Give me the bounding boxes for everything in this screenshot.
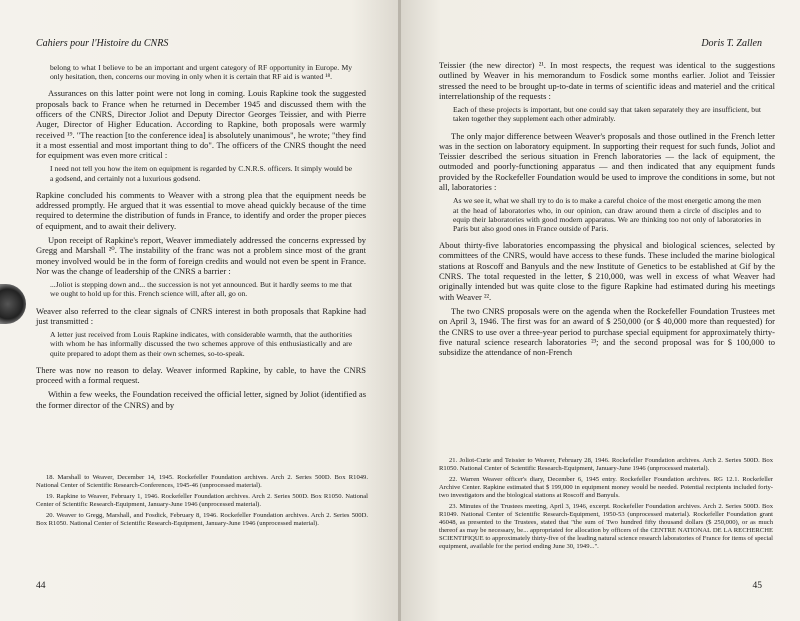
footnote: 21. Joliot-Curie and Teissier to Weaver, February 28, 1946. Rockefeller Foundation archives. Arch 2. Series 500D. Box R1050. National Center of Scientific Research-Equipment, January-June 1946 (unprocessed material). [439, 457, 773, 472]
left-page [0, 0, 399, 621]
footnote: 18. Marshall to Weaver, December 14, 1945. Rockefeller Foundation archives. Arch 2. Series 500D. Box R1049. National Center of Scientific Research-Conferences, 1945-46 (unprocessed material). [36, 474, 368, 489]
block-quote: A letter just received from Louis Rapkine indicates, with considerable warmth, that the authorities with whom he has informally discussed the two schemes approve of this enthusiastically and are quite prepared to adopt them as their own schemes, so-to-speak. [50, 330, 352, 358]
paragraph: Assurances on this latter point were not long in coming. Louis Rapkine took the suggested proposals back to France when he returned in December 1945 and discussed them with the officers of the CNRS, Director Joliot and Deputy Director Georges Teissier, and with Pierre Auger, Director of Higher Education. According to Rapkine, both proposals were warmly received ¹⁹. "The reaction [to the conference idea] is absolutely unanimous", he wrote; "they find it a most essential and most important thing to do". The officers of the CNRS thought the need for equipment was even more critical : [36, 88, 366, 161]
paragraph: Within a few weeks, the Foundation received the official letter, signed by Joliot (identified as the former director of the CNRS) and by [36, 389, 366, 410]
block-quote: Each of these projects is important, but one could say that taken separately they are insufficient, but taken together they supplement each other admirably. [453, 105, 761, 124]
paragraph: Upon receipt of Rapkine's report, Weaver immediately addressed the concerns expressed by Gregg and Marshall ²⁰. The instability of the franc was not a problem since most of the grant money involved would be in the form of foreign credits and would not even be spent in France. Nor was the change of leadership of the CNRS a barrier : [36, 235, 366, 276]
paragraph: Rapkine concluded his comments to Weaver with a strong plea that the equipment needs be addressed promptly. He argued that it was essential to move ahead quickly because of the time required to determine the distribution of funds in France, to identify and order the proper pieces of equipment, and to await their delivery. [36, 189, 366, 231]
paragraph: Weaver also referred to the clear signals of CNRS interest in both proposals that Rapkine had just transmitted : [36, 305, 366, 326]
footnote: 20. Weaver to Gregg, Marshall, and Fosdick, February 8, 1946. Rockefeller Foundation archives. Arch 2. Series 500D. Box R1050. National Center of Scientific Research-Equipment, January-June 1946 (unprocessed material). [36, 512, 368, 527]
paragraph: There was now no reason to delay. Weaver informed Rapkine, by cable, to have the CNRS proceed with a formal request. [36, 364, 366, 386]
block-quote: ...Joliot is stepping down and... the succession is not yet announced. But it hardly seems to me that we ought to hold up for this. French science will, after all, go on. [50, 280, 352, 299]
left-body [36, 60, 366, 414]
footnote: 23. Minutes of the Trustees meeting, April 3, 1946, excerpt. Rockefeller Foundation archives. Arch 2. Series 500D. Box R1049. National Center of Scientific Research-Equipment, 1950-53 (unprocessed material). Rockefeller Foundation grant 46048, as presented to the Trustees, stated that "the sum of Two hundred fifty thousand dollars ($ 250,000), or as much thereof as may be necessary, be... appropriated for allocation by officers of the CENTRE NATIONAL DE LA RECHERCHE SCIENTIFIQUE to approximately thirty-five of the leading natural science research laboratories of France for items of special equipment, available for the period ending June 30, 1949...". [439, 503, 773, 550]
right-body [439, 60, 775, 361]
paragraph: The only major difference between Weaver's proposals and those outlined in the French letter was in the section on laboratory equipment. In supporting their request for such funds, Joliot and Teissier described the serious situation in French laboratories — the lack of equipment, the outmoded and poorly-functioning apparatus — and then indicated that any equipment funds provided by the Rockefeller Foundation would be used to improve the conditions in some, but not all, laboratories : [439, 130, 775, 193]
left-page-number: 44 [36, 581, 46, 591]
paragraph: About thirty-five laboratories encompassing the physical and biological sciences, selected by committees of the CNRS, would have access to these funds. These included the marine biological stations at Roscoff and Banyuls and the new Institute of Genetics to be established at Gif by the CNRS. The total requested in the letter, $ 210,000, was well in excess of what Weaver had originally intended but was quite close to the figure Rapkine had estimated during his meetings with Weaver ²². [439, 240, 775, 302]
block-quote: As we see it, what we shall try to do is to make a careful choice of the most energetic among the men at the head of laboratories who, in our opinion, can draw around them a circle of disciples and to equip their laboratories with good modern apparatus. We are thinking too not only of laboratories in Paris but also good ones in France outside of Paris. [453, 196, 761, 233]
left-running-header: Cahiers pour l'Histoire du CNRS [36, 38, 169, 49]
footnote: 19. Rapkine to Weaver, February 1, 1946. Rockefeller Foundation archives. Arch 2. Series 500D. Box R1050. National Center of Scientific Research-Equipment, January-June 1946 (unprocessed material). [36, 493, 368, 508]
binding-hole [0, 284, 26, 324]
right-running-header: Doris T. Zallen [701, 38, 762, 49]
block-quote: I need not tell you how the item on equipment is regarded by C.N.R.S. officers. It simply would be a godsend, and certainly not a luxurious godsend. [50, 164, 352, 183]
footnote: 22. Warren Weaver officer's diary, December 6, 1945 entry. Rockefeller Foundation archives. RG 12.1. Rockefeller Archive Center. Rapkine estimated that $ 199,000 in equipment money would be needed. Potential recipients included forty-two investigators and the biological stations at Roscoff and Banyuls. [439, 476, 773, 499]
paragraph: The two CNRS proposals were on the agenda when the Rockefeller Foundation Trustees met on April 3, 1946. The first was for an award of $ 250,000 (or $ 40,000 more than requested) for the CNRS to use over a three-year period to purchase special equipment for approximately thirty-five natural science research laboratories ²³; and the second proposal was for $ 100,000 to subsidize the attendance of non-French [439, 305, 775, 358]
block-quote: belong to what I believe to be an important and urgent category of RF opportunity in Europe. My only hesitation, then, concerns our moving in only when it is certain that RF aid is wanted ¹⁸. [50, 63, 352, 82]
left-footnotes [36, 474, 368, 531]
right-footnotes [439, 457, 773, 554]
right-page-number: 45 [752, 581, 762, 591]
paragraph: Teissier (the new director) ²¹. In most respects, the request was identical to the suggestions outlined by Weaver in his memorandum to Fosdick some months earlier. Joliot and Teissier stressed the need to be brought up-to-date in terms of scientific ideas and materiel and the critical interrelationship of the requests : [439, 60, 775, 101]
right-page [401, 0, 800, 621]
